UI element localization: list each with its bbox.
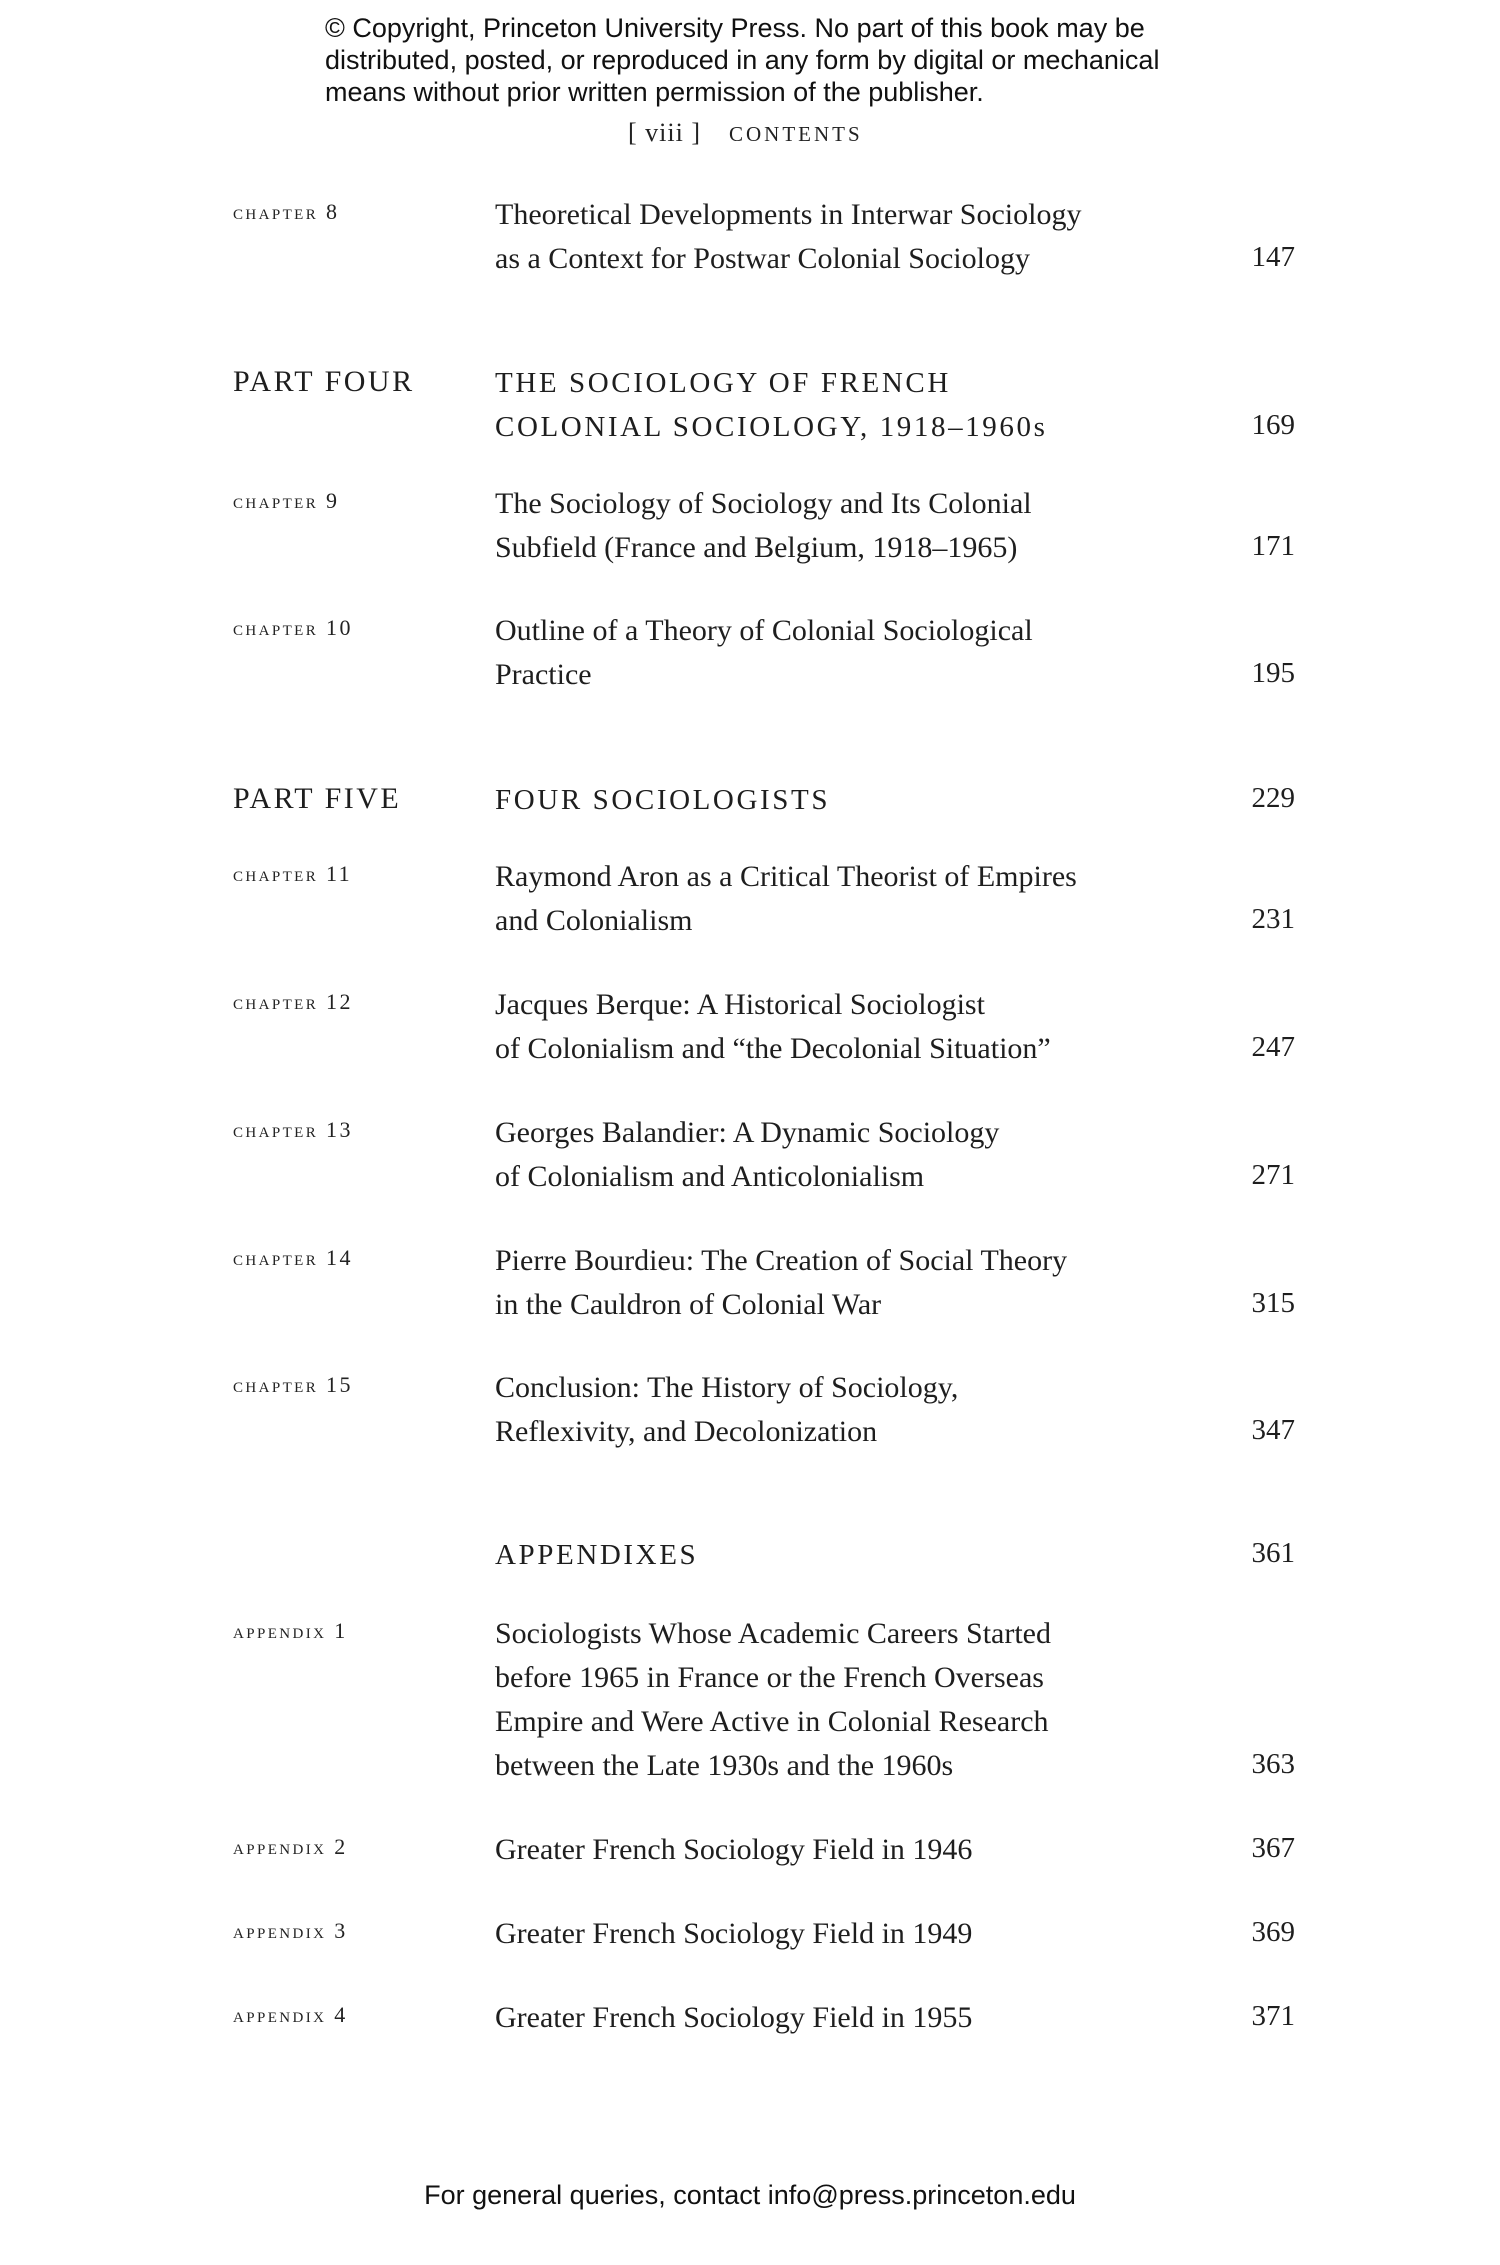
toc-page-number: 231: [1251, 903, 1295, 935]
toc-title-line: Georges Balandier: A Dynamic Sociology: [495, 1116, 1000, 1149]
footer-text: For general queries, contact info@press.princeton.edu: [424, 2180, 1076, 2210]
toc-title-line: Pierre Bourdieu: The Creation of Social Theory: [495, 1244, 1068, 1277]
toc-title: [495, 1912, 1215, 1956]
toc-label: chapter 12: [233, 989, 353, 1014]
toc-label: chapter 13: [233, 1117, 353, 1142]
toc-title: [495, 983, 1215, 1071]
toc-label: chapter 11: [233, 861, 353, 886]
toc-title-line: Empire and Were Active in Colonial Research: [495, 1705, 1049, 1738]
toc-page-number: 371: [1251, 2000, 1295, 2032]
toc-part-title: [495, 1533, 1215, 1577]
toc-title-line: Jacques Berque: A Historical Sociologist: [495, 988, 985, 1021]
toc-label: chapter 15: [233, 1372, 353, 1397]
toc-title-line: Subfield (France and Belgium, 1918–1965): [495, 531, 1018, 564]
contact-footer: [0, 2180, 1500, 2211]
section-title: CONTENTS: [729, 122, 863, 146]
toc-title-line: of Colonialism and Anticolonialism: [495, 1160, 925, 1193]
copyright-line: distributed, posted, or reproduced in any form by digital or mechanical: [325, 45, 1160, 75]
toc-page-number: 247: [1251, 1031, 1295, 1063]
toc-title-line: Greater French Sociology Field in 1949: [495, 1917, 973, 1950]
toc-title-line: between the Late 1930s and the 1960s: [495, 1749, 954, 1782]
toc-page-number: 147: [1251, 241, 1295, 273]
toc-part-label: PART FOUR: [233, 365, 415, 398]
toc-title: [495, 1239, 1215, 1327]
toc-title-line: Reflexivity, and Decolonization: [495, 1415, 878, 1448]
toc-title: [495, 193, 1215, 281]
toc-title: [495, 1612, 1215, 1788]
toc-title-line: Greater French Sociology Field in 1955: [495, 2001, 973, 2034]
toc-title-line: FOUR SOCIOLOGISTS: [495, 784, 831, 816]
toc-page-number: 367: [1251, 1832, 1295, 1864]
toc-title-line: Theoretical Developments in Interwar Sociology: [495, 198, 1082, 231]
toc-title-line: as a Context for Postwar Colonial Sociology: [495, 242, 1030, 275]
toc-label: chapter 14: [233, 1245, 353, 1270]
toc-page-number: 171: [1251, 530, 1295, 562]
toc-page-number: 369: [1251, 1916, 1295, 1948]
toc-label: chapter 9: [233, 488, 340, 513]
toc-title-line: Outline of a Theory of Colonial Sociological: [495, 614, 1033, 647]
toc-label: appendix 2: [233, 1834, 348, 1859]
toc-part-title: [495, 778, 1215, 822]
toc-part-title: [495, 361, 1215, 449]
toc-title-line: Raymond Aron as a Critical Theorist of Empires: [495, 860, 1077, 893]
toc-page-number: 315: [1251, 1287, 1295, 1319]
toc-title: [495, 482, 1215, 570]
toc-title: [495, 1828, 1215, 1872]
toc-page-number: 195: [1251, 657, 1295, 689]
toc-title-line: Conclusion: The History of Sociology,: [495, 1371, 959, 1404]
toc-label: chapter 10: [233, 615, 353, 640]
toc-part-label: PART FIVE: [233, 782, 402, 815]
toc-title: [495, 855, 1215, 943]
page-folio: [ viii ]: [628, 118, 701, 147]
toc-page-number: 347: [1251, 1414, 1295, 1446]
toc-title-line: of Colonialism and “the Decolonial Situation”: [495, 1032, 1051, 1065]
running-head: [628, 118, 863, 148]
toc-title: [495, 1366, 1215, 1454]
toc-title-line: Greater French Sociology Field in 1946: [495, 1833, 973, 1866]
toc-title: [495, 1111, 1215, 1199]
toc-title-line: The Sociology of Sociology and Its Colonial: [495, 487, 1032, 520]
toc-title-line: COLONIAL SOCIOLOGY, 1918–1960s: [495, 411, 1048, 443]
toc-page-number: 271: [1251, 1159, 1295, 1191]
toc-page-number: 363: [1251, 1748, 1295, 1780]
copyright-line: © Copyright, Princeton University Press. No part of this book may be: [325, 13, 1145, 43]
toc-title-line: in the Cauldron of Colonial War: [495, 1288, 882, 1321]
toc-title-line: Sociologists Whose Academic Careers Started: [495, 1617, 1051, 1650]
toc-label: appendix 1: [233, 1618, 348, 1643]
toc-title-line: Practice: [495, 658, 592, 691]
toc-label: appendix 4: [233, 2002, 348, 2027]
toc-title: [495, 609, 1215, 697]
toc-label: appendix 3: [233, 1918, 348, 1943]
toc-title-line: APPENDIXES: [495, 1539, 699, 1571]
toc-page-number: 229: [1251, 782, 1295, 814]
toc-title: [495, 1996, 1215, 2040]
copyright-notice: [325, 12, 1225, 108]
toc-title-line: and Colonialism: [495, 904, 693, 937]
toc-page-number: 169: [1251, 409, 1295, 441]
toc-title-line: before 1965 in France or the French Overseas: [495, 1661, 1044, 1694]
toc-label: chapter 8: [233, 199, 340, 224]
toc-page-number: 361: [1251, 1537, 1295, 1569]
copyright-line: means without prior written permission of the publisher.: [325, 77, 984, 107]
toc-title-line: THE SOCIOLOGY OF FRENCH: [495, 367, 951, 399]
